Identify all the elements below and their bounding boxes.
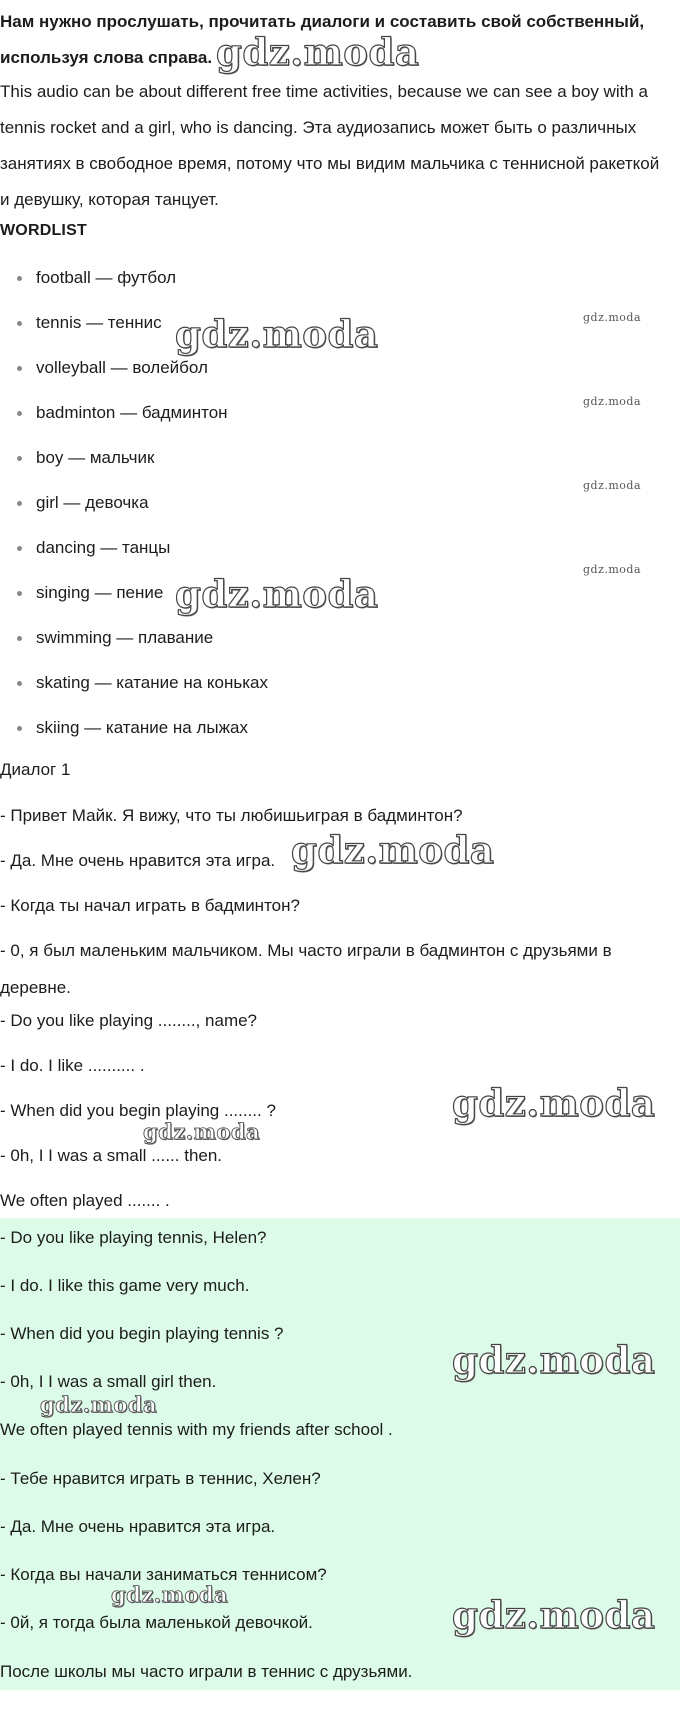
watermark-logo: gdz.moda — [583, 311, 642, 324]
watermark-logo: gdz.moda — [452, 1593, 656, 1637]
dialog-line: - 0, я был маленьким мальчиком. Мы часто играли в бадминтон с друзьями в деревне. — [0, 941, 612, 997]
template-line: - 0h, I I was a small ...... then. — [0, 1146, 223, 1165]
list-item — [0, 493, 268, 538]
answer-line: - I do. I like this game very much. — [0, 1276, 250, 1295]
list-item-text: girl — девочка — [36, 493, 149, 512]
list-item-text: volleyball — волейбол — [36, 358, 208, 377]
watermark-logo: gdz.moda — [583, 479, 642, 492]
answer-line: После школы мы часто играли в теннис с друзьями. — [0, 1662, 413, 1681]
answer-line: - 0h, I I was a small girl then. — [0, 1372, 217, 1391]
watermark-logo: gdz.moda — [40, 1392, 158, 1417]
bullet-icon — [17, 366, 22, 371]
watermark-logo: gdz.moda — [583, 563, 642, 576]
bullet-icon — [17, 411, 22, 416]
dialog-line: - Привет Майк. Я вижу, что ты любишьиграя в бадминтон? — [0, 806, 463, 825]
answer-line: - Тебе нравится играть в теннис, Хелен? — [0, 1469, 321, 1488]
watermark-logo: gdz.moda — [175, 572, 379, 616]
list-item — [0, 538, 268, 583]
list-item — [0, 673, 268, 718]
list-item-text: dancing — танцы — [36, 538, 171, 557]
watermark-logo: gdz.moda — [452, 1081, 656, 1125]
list-item — [0, 268, 268, 313]
watermark-logo: gdz.moda — [452, 1338, 656, 1382]
answer-line: - 0й, я тогда была маленькой девочкой. — [0, 1613, 313, 1632]
watermark-logo: gdz.moda — [111, 1582, 229, 1607]
template-line: We often played ....... . — [0, 1191, 170, 1210]
list-item-text: boy — мальчик — [36, 448, 155, 467]
dialog-line: - Когда ты начал играть в бадминтон? — [0, 896, 300, 915]
list-item — [0, 448, 268, 493]
list-item-text: football — футбол — [36, 268, 177, 287]
list-item — [0, 583, 268, 628]
list-item — [0, 628, 268, 673]
list-item — [0, 718, 268, 763]
bullet-icon — [17, 501, 22, 506]
list-item-text: singing — пение — [36, 583, 164, 602]
list-item-text: swimming — плавание — [36, 628, 214, 647]
list-item-text: badminton — бадминтон — [36, 403, 228, 422]
watermark-logo: gdz.moda — [291, 828, 495, 872]
answer-line: We often played tennis with my friends after school . — [0, 1420, 393, 1439]
bullet-icon — [17, 726, 22, 731]
dialog-line: - Да. Мне очень нравится эта игра. — [0, 851, 276, 870]
wordlist — [0, 268, 268, 763]
bullet-icon — [17, 636, 22, 641]
bullet-icon — [17, 321, 22, 326]
template-line: - When did you begin playing ........ ? — [0, 1101, 276, 1120]
list-item-text: tennis — теннис — [36, 313, 162, 332]
list-item — [0, 313, 268, 358]
answer-line: - Do you like playing tennis, Helen? — [0, 1228, 267, 1247]
bullet-icon — [17, 276, 22, 281]
answer-line: - Да. Мне очень нравится эта игра. — [0, 1517, 276, 1536]
watermark-logo: gdz.moda — [583, 395, 642, 408]
template-line: - Do you like playing ........, name? — [0, 1011, 258, 1030]
answer-line: - Когда вы начали заниматься теннисом? — [0, 1565, 327, 1584]
bullet-icon — [17, 546, 22, 551]
watermark-logo: gdz.moda — [216, 30, 420, 74]
template-line: - I do. I like .......... . — [0, 1056, 145, 1075]
list-item-text: skating — катание на коньках — [36, 673, 268, 692]
list-item — [0, 358, 268, 403]
list-item-text: skiing — катание на лыжах — [36, 718, 248, 737]
bullet-icon — [17, 456, 22, 461]
intro-paragraph: This audio can be about different free time activities, because we can see a boy with a tennis rocket and a girl, who is dancing. Эта аудиозапись может быть о различных занятиях в свободное время, потому что мы видим мальчика с теннисной ракеткой и девушку, которая танцует. — [0, 82, 660, 209]
bullet-icon — [17, 681, 22, 686]
answer-line: - When did you begin playing tennis ? — [0, 1324, 284, 1343]
dialog-title: Диалог 1 — [0, 760, 71, 779]
bullet-icon — [17, 591, 22, 596]
list-item — [0, 403, 268, 448]
wordlist-heading: WORDLIST — [0, 222, 87, 239]
task-text: Нам нужно прослушать, прочитать диалоги и составить свой собственный, используя слова справа. — [0, 12, 645, 67]
watermark-logo: gdz.moda — [143, 1119, 261, 1144]
watermark-logo: gdz.moda — [175, 312, 379, 356]
